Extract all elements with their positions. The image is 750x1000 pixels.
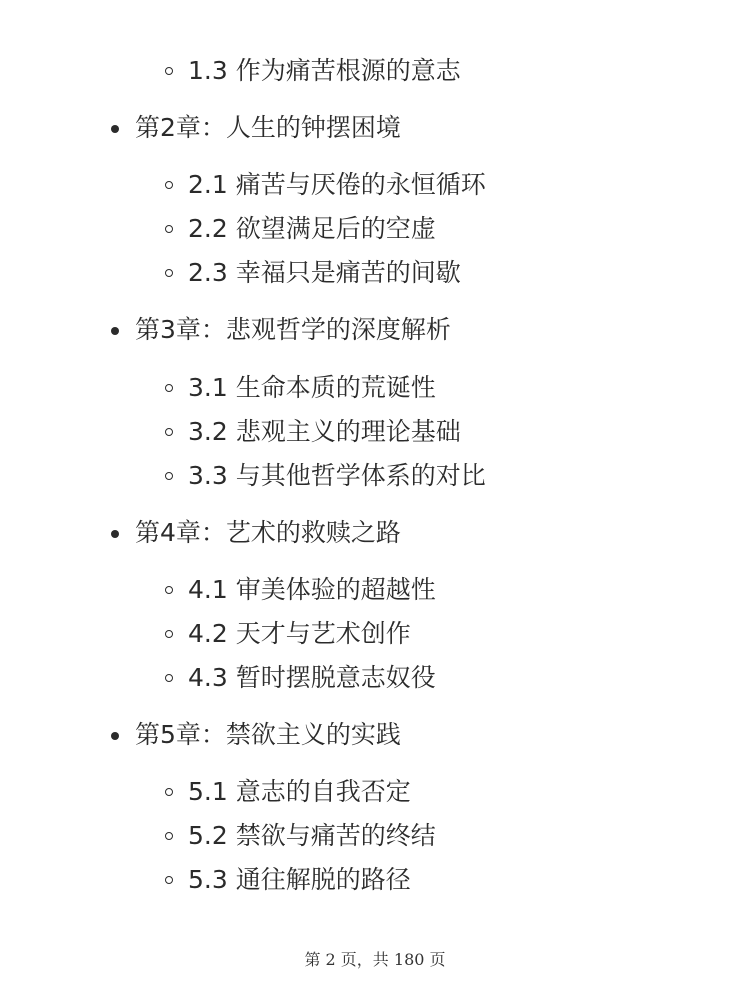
- toc-section-1-3[interactable]: [188, 54, 461, 88]
- toc-section-label: 4.3 暂时摆脱意志奴役: [188, 663, 436, 692]
- hollow-bullet-icon: [165, 876, 173, 884]
- hollow-bullet-icon: [165, 472, 173, 480]
- page-footer: [0, 948, 750, 972]
- toc-section-label: 2.1 痛苦与厌倦的永恒循环: [188, 170, 486, 199]
- toc-section-label: 3.3 与其他哲学体系的对比: [188, 461, 486, 490]
- toc-section-label: 4.2 天才与艺术创作: [188, 619, 411, 648]
- toc-section-2-3[interactable]: [188, 256, 461, 290]
- toc-section-3-1[interactable]: [188, 371, 436, 405]
- toc-section-3-2[interactable]: [188, 415, 461, 449]
- toc-chapter-label: 第4章：艺术的救赎之路: [135, 518, 401, 547]
- hollow-bullet-icon: [165, 788, 173, 796]
- hollow-bullet-icon: [165, 674, 173, 682]
- hollow-bullet-icon: [165, 586, 173, 594]
- toc-chapter-3[interactable]: [135, 313, 451, 347]
- toc-chapter-4[interactable]: [135, 516, 401, 550]
- toc-chapter-label: 第2章：人生的钟摆困境: [135, 113, 401, 142]
- toc-section-label: 2.2 欲望满足后的空虚: [188, 214, 436, 243]
- toc-section-5-2[interactable]: [188, 819, 436, 853]
- toc-section-3-3[interactable]: [188, 459, 486, 493]
- toc-section-label: 5.2 禁欲与痛苦的终结: [188, 821, 436, 850]
- toc-section-label: 1.3 作为痛苦根源的意志: [188, 56, 461, 85]
- toc-section-label: 2.3 幸福只是痛苦的间歇: [188, 258, 461, 287]
- hollow-bullet-icon: [165, 384, 173, 392]
- hollow-bullet-icon: [165, 269, 173, 277]
- toc-section-5-1[interactable]: [188, 775, 411, 809]
- hollow-bullet-icon: [165, 428, 173, 436]
- toc-section-label: 4.1 审美体验的超越性: [188, 575, 436, 604]
- toc-chapter-label: 第3章：悲观哲学的深度解析: [135, 315, 451, 344]
- toc-section-2-1[interactable]: [188, 168, 486, 202]
- filled-bullet-icon: [111, 732, 119, 740]
- toc-section-2-2[interactable]: [188, 212, 436, 246]
- toc-section-4-1[interactable]: [188, 573, 436, 607]
- page-number-label: 第 2 页，共 180 页: [304, 950, 446, 969]
- toc-section-4-3[interactable]: [188, 661, 436, 695]
- hollow-bullet-icon: [165, 181, 173, 189]
- filled-bullet-icon: [111, 327, 119, 335]
- toc-chapter-2[interactable]: [135, 111, 401, 145]
- toc-section-label: 5.3 通往解脱的路径: [188, 865, 411, 894]
- toc-section-label: 3.2 悲观主义的理论基础: [188, 417, 461, 446]
- hollow-bullet-icon: [165, 630, 173, 638]
- toc-section-4-2[interactable]: [188, 617, 411, 651]
- filled-bullet-icon: [111, 125, 119, 133]
- toc-section-label: 3.1 生命本质的荒诞性: [188, 373, 436, 402]
- hollow-bullet-icon: [165, 225, 173, 233]
- toc-chapter-5[interactable]: [135, 718, 401, 752]
- filled-bullet-icon: [111, 530, 119, 538]
- hollow-bullet-icon: [165, 67, 173, 75]
- toc-chapter-label: 第5章：禁欲主义的实践: [135, 720, 401, 749]
- hollow-bullet-icon: [165, 832, 173, 840]
- toc-section-5-3[interactable]: [188, 863, 411, 897]
- toc-section-label: 5.1 意志的自我否定: [188, 777, 411, 806]
